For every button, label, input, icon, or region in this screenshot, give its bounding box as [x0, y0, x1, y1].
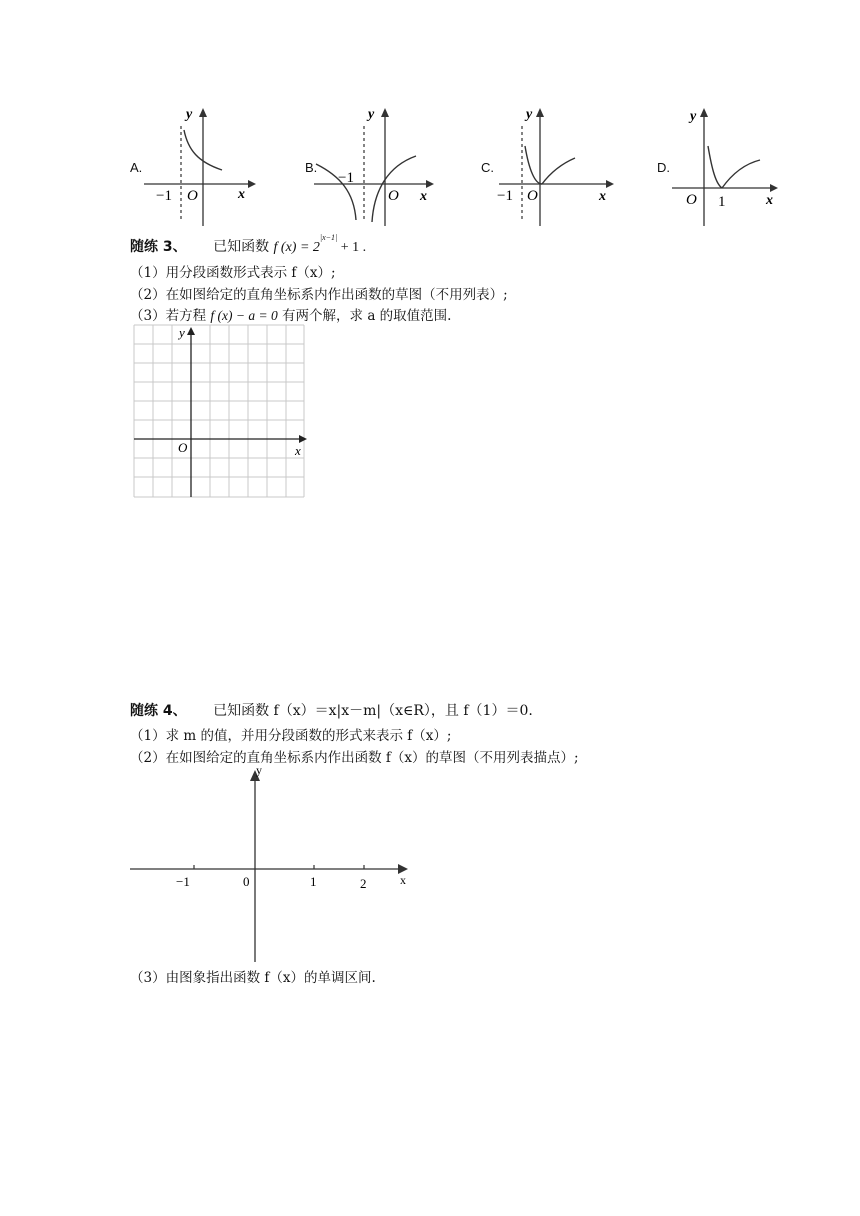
ex3-q3-prefix: （3）若方程 [130, 308, 207, 324]
option-b-label: B. [305, 160, 318, 175]
option-d-graph [668, 100, 788, 230]
option-a-mark-neg1: −1 [156, 188, 172, 204]
ex3-stem-prefix: 已知函数 [213, 239, 270, 255]
option-b-graph [310, 100, 440, 230]
option-c-x-label: x [599, 189, 606, 204]
ex3-x-label: x [295, 443, 301, 458]
ex4-tick-0: 0 [243, 874, 250, 889]
option-a-mark-origin: O [187, 188, 198, 204]
ex4-tick-2: 2 [360, 876, 367, 891]
ex4-stem-text: 已知函数 f（x）＝x|x－m|（x∈R），且 f（1）＝0. [213, 703, 533, 719]
ex3-formula [273, 233, 367, 255]
option-b-mark-neg1: −1 [338, 170, 354, 186]
ex4-y-label: y [256, 763, 262, 777]
option-c-y-label: y [526, 107, 533, 122]
option-c-label: C. [481, 160, 494, 175]
ex3-q3 [130, 304, 451, 324]
ex3-q1: （1）用分段函数形式表示 f（x）; [130, 265, 336, 281]
ex4-title: 随练 4、 [130, 703, 187, 719]
option-d-label: D. [657, 160, 670, 175]
ex3-formula-exp: |x−1| [319, 233, 338, 242]
ex3-stem [130, 233, 367, 256]
ex3-q3-suffix: 有两个解，求 a 的取值范围. [282, 308, 452, 324]
option-a-y-label: y [186, 107, 193, 122]
option-d-y-label: y [690, 109, 697, 124]
ex4-q1: （1）求 m 的值，并用分段函数的形式来表示 f（x）; [130, 728, 452, 744]
option-b-x-label: x [420, 189, 427, 204]
option-a-x-label: x [238, 187, 245, 202]
ex4-stem [130, 700, 533, 720]
option-c-graph [495, 100, 620, 230]
ex4-tick-neg1: −1 [176, 874, 190, 889]
ex3-q3-formula: f (x) − a = 0 [210, 308, 278, 323]
option-c-mark-origin: O [527, 188, 538, 204]
ex3-formula-tail: + 1 . [337, 240, 367, 255]
option-d-x-label: x [766, 193, 773, 208]
option-b-mark-origin: O [388, 188, 399, 204]
option-a-label: A. [130, 160, 143, 175]
ex4-tick-1: 1 [310, 874, 317, 889]
ex3-y-label: y [179, 325, 185, 340]
option-b-y-label: y [368, 107, 375, 122]
ex4-x-label: x [400, 873, 406, 887]
ex4-q3: （3）由图象指出函数 f（x）的单调区间. [130, 970, 376, 986]
ex3-title: 随练 3、 [130, 239, 187, 255]
option-d-mark-origin: O [686, 192, 697, 208]
ex3-formula-main: f (x) = 2 [273, 240, 320, 255]
option-a-graph [140, 100, 260, 230]
ex3-origin-label: O [178, 440, 188, 455]
ex4-q2: （2）在如图给定的直角坐标系内作出函数 f（x）的草图（不用列表描点）; [130, 750, 579, 766]
ex4-axes [128, 758, 413, 964]
ex3-q2: （2）在如图给定的直角坐标系内作出函数的草图（不用列表）; [130, 287, 508, 303]
ex3-grid-axes [133, 324, 313, 502]
option-c-mark-neg1: −1 [497, 188, 513, 204]
option-d-mark-1: 1 [718, 194, 726, 210]
